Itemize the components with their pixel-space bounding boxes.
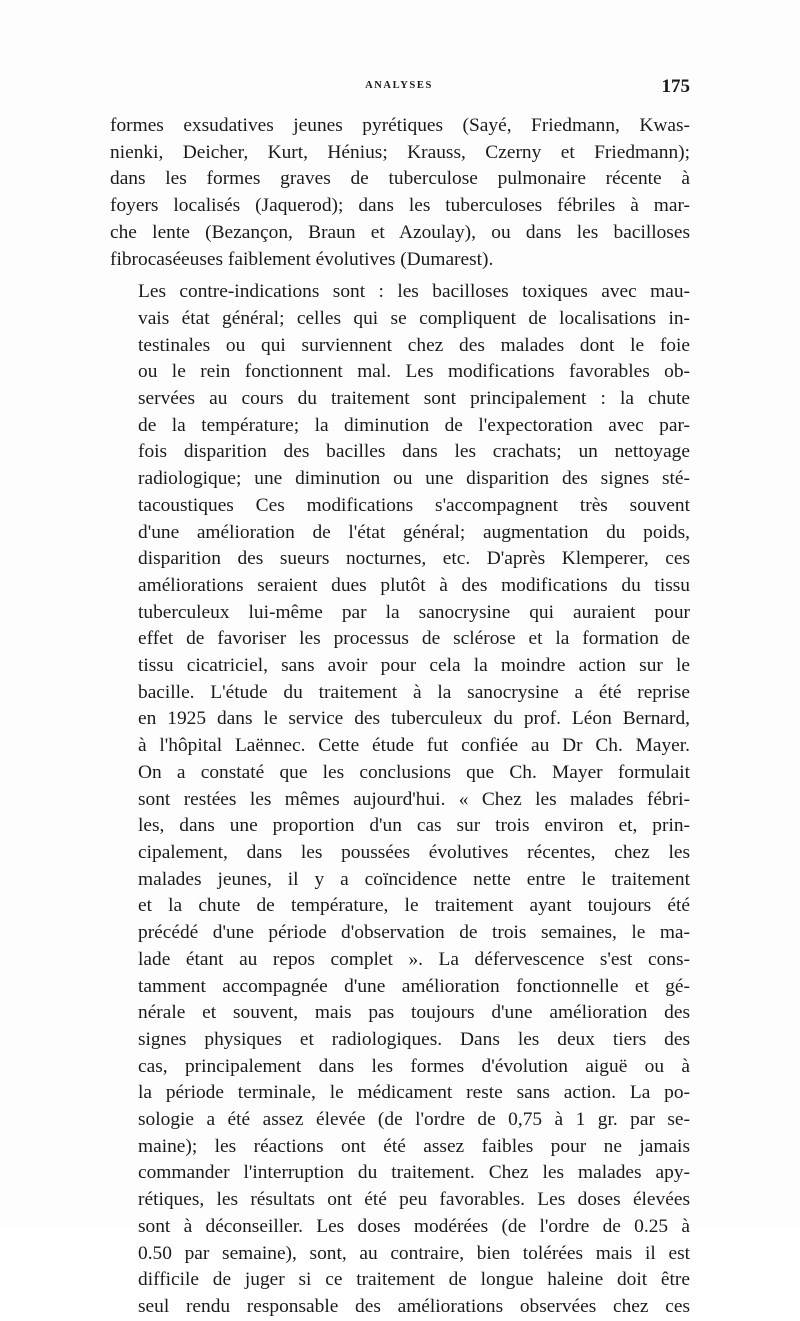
text-line: nérale et souvent, mais pas toujours d'une amélioration des [138, 1002, 690, 1024]
text-line: lade étant au repos complet ». La défervescence s'est cons- [138, 948, 690, 970]
text-line: formes exsudatives jeunes pyrétiques (Sayé, Friedmann, Kwas- [110, 115, 690, 136]
text-line: difficile de juger si ce traitement de longue haleine doit être [138, 1269, 690, 1291]
text-line: effet de favoriser les processus de sclérose et la formation de [138, 628, 690, 650]
text-line: tacoustiques Ces modifications s'accompagnent très souvent [138, 494, 690, 516]
text-line: bacille. L'étude du traitement à la sanocrysine a été reprise [138, 681, 690, 703]
text-line: Les contre-indications sont : les bacilloses toxiques avec mau- [138, 281, 690, 303]
text-line: 0.50 par semaine), sont, au contraire, bien tolérées mais il est [138, 1242, 690, 1264]
running-title: ANALYSES [365, 80, 433, 91]
text-line: tuberculeux lui-même par la sanocrysine qui auraient pour [138, 601, 690, 623]
page-number: 175 [661, 76, 690, 97]
text-line: nienki, Deicher, Kurt, Hénius; Krauss, Czerny et Friedmann); [110, 141, 690, 163]
text-line: tissu cicatriciel, sans avoir pour cela la moindre action sur le [138, 655, 690, 677]
text-line: dans les formes graves de tuberculose pulmonaire récente à [110, 168, 690, 190]
text-line: radiologique; une diminution ou une disparition des signes sté- [138, 468, 690, 490]
text-line: et la chute de température, le traitement ayant toujours été [138, 895, 690, 917]
text-line: maine); les réactions ont été assez faibles pour ne jamais [138, 1135, 690, 1157]
text-line: la période terminale, le médicament reste sans action. La po- [138, 1082, 690, 1104]
text-line: fois disparition des bacilles dans les crachats; un nettoyage [138, 441, 690, 463]
text-line: tamment accompagnée d'une amélioration fonctionnelle et gé- [138, 975, 690, 997]
text-line: à l'hôpital Laënnec. Cette étude fut confiée au Dr Ch. Mayer. [138, 735, 690, 757]
paragraph [110, 113, 690, 273]
text-line: foyers localisés (Jaquerod); dans les tuberculoses fébriles à mar- [110, 195, 690, 217]
text-line: cipalement, dans les poussées évolutives récentes, chez les [138, 841, 690, 863]
text-line: commander l'interruption du traitement. Chez les malades apy- [138, 1162, 690, 1184]
text-line: che lente (Bezançon, Braun et Azoulay), ou dans les bacilloses [110, 221, 690, 243]
text-line: vais état général; celles qui se compliquent de localisations in- [138, 307, 690, 329]
text-line: de la température; la diminution de l'expectoration avec par- [138, 414, 690, 436]
text-line: sologie a été assez élevée (de l'ordre de 0,75 à 1 gr. par se- [138, 1109, 690, 1131]
text-line: sont restées les mêmes aujourd'hui. « Chez les malades fébri- [138, 788, 690, 810]
text-line: rétiques, les résultats ont été peu favorables. Les doses élevées [138, 1189, 690, 1211]
text-line: On a constaté que les conclusions que Ch. Mayer formulait [138, 761, 690, 783]
text-line: cas, principalement dans les formes d'évolution aiguë ou à [138, 1055, 690, 1077]
running-header [108, 76, 690, 100]
text-line: servées au cours du traitement sont principalement : la chute [138, 388, 690, 410]
text-line: d'une amélioration de l'état général; augmentation du poids, [138, 521, 690, 543]
text-line: fibrocaséeuses faiblement évolutives (Dumarest). [110, 248, 494, 270]
body-text [110, 113, 690, 1321]
text-line: seul rendu responsable des améliorations observées chez ces [138, 1295, 690, 1317]
text-line: en 1925 dans le service des tuberculeux du prof. Léon Bernard, [138, 708, 690, 730]
text-line: sont à déconseiller. Les doses modérées (de l'ordre de 0.25 à [138, 1215, 690, 1237]
paragraph [110, 279, 690, 1320]
text-line: précédé d'une période d'observation de trois semaines, le ma- [138, 922, 690, 944]
text-line: améliorations seraient dues plutôt à des modifications du tissu [138, 574, 690, 596]
text-line: ou le rein fonctionnent mal. Les modifications favorables ob- [138, 361, 690, 383]
text-line: malades jeunes, il y a coïncidence nette entre le traitement [138, 868, 690, 890]
text-line: disparition des sueurs nocturnes, etc. D'après Klemperer, ces [138, 548, 690, 570]
text-line: les, dans une proportion d'un cas sur trois environ et, prin- [138, 815, 690, 837]
text-line: signes physiques et radiologiques. Dans les deux tiers des [138, 1028, 690, 1050]
text-line: testinales ou qui surviennent chez des malades dont le foie [138, 334, 690, 356]
